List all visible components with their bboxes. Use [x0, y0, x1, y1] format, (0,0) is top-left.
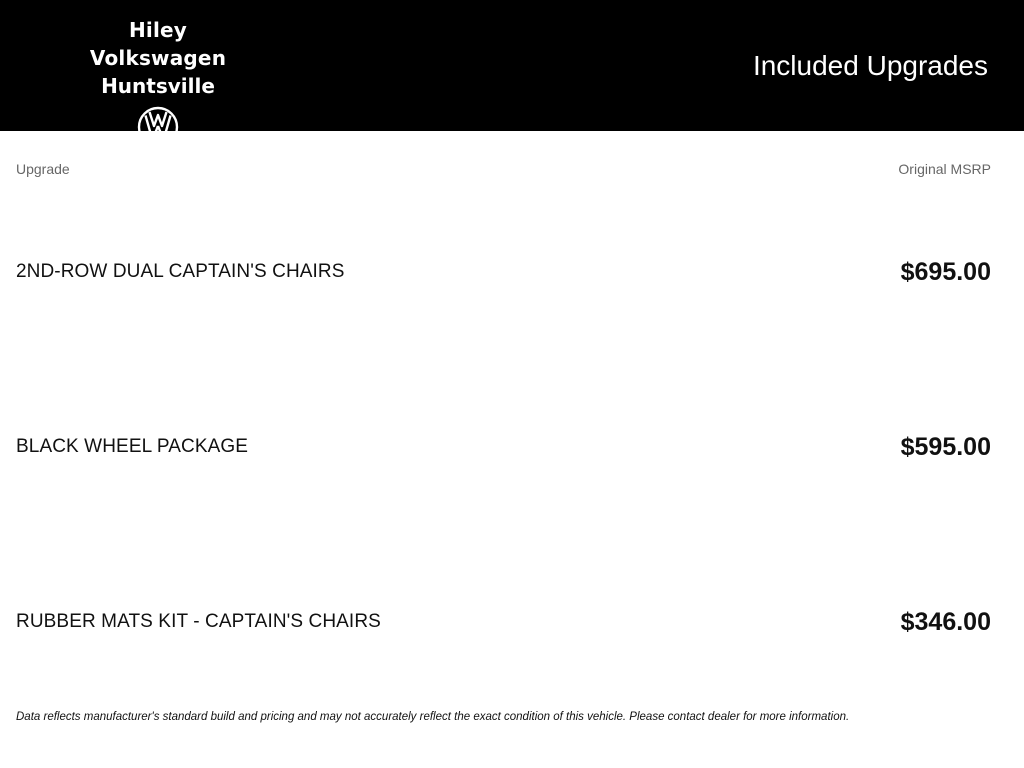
upgrade-name: RUBBER MATS KIT - CAPTAIN'S CHAIRS: [16, 611, 381, 632]
dealer-city: Huntsville: [101, 74, 215, 98]
upgrade-price: $595.00: [900, 432, 991, 461]
upgrade-name: BLACK WHEEL PACKAGE: [16, 436, 249, 457]
dealer-name: Hiley Volkswagen: [89, 18, 227, 70]
page-title: Included Upgrades: [752, 50, 988, 81]
upgrade-price: $695.00: [900, 257, 991, 286]
column-header-upgrade: Upgrade: [16, 161, 70, 177]
column-header-msrp: Original MSRP: [898, 161, 991, 177]
disclaimer-text: Data reflects manufacturer's standard build and pricing and may not accurately reflect the exact condition of this vehicle. Please contact dealer for more information.: [16, 711, 850, 723]
upgrade-row: [16, 256, 991, 288]
upgrade-price: $346.00: [900, 607, 991, 636]
upgrade-name: 2ND-ROW DUAL CAPTAIN'S CHAIRS: [16, 261, 345, 282]
vw-logo-icon: [137, 106, 179, 148]
upgrade-row: [16, 606, 991, 638]
header-bar: [0, 0, 1024, 131]
upgrade-row: [16, 431, 991, 463]
dealer-brand: [58, 16, 258, 148]
